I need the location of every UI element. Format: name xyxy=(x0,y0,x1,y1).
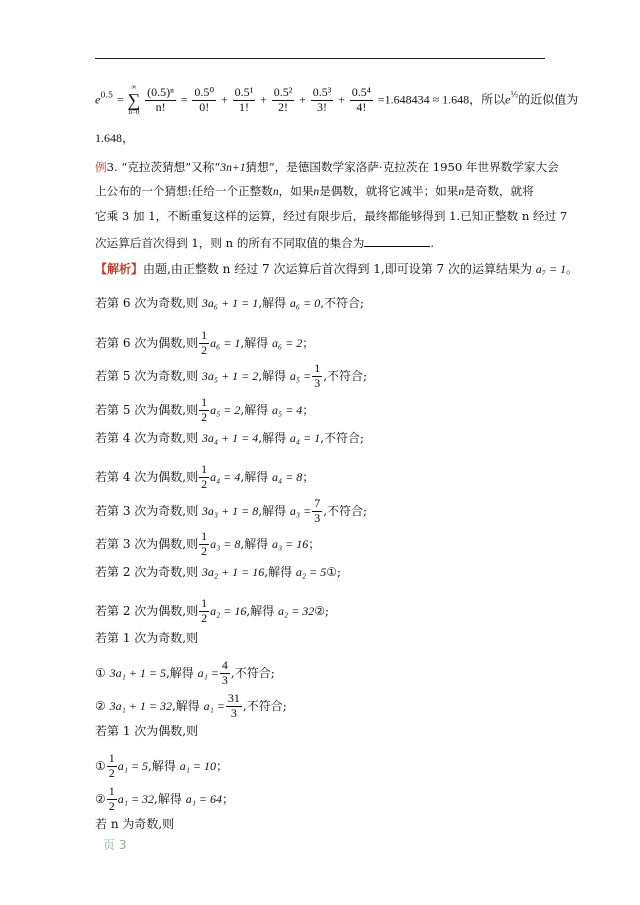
term-4 xyxy=(311,86,334,115)
frac-den: 2 xyxy=(201,543,208,558)
step-text: ,解得 xyxy=(258,503,290,518)
step-equation: 3a₆ + 1 = 1 xyxy=(201,296,259,310)
step-text: ,解得 xyxy=(258,368,290,383)
solution-step xyxy=(95,785,234,814)
example-text: 是奇数，就将 xyxy=(464,184,534,198)
frac-den: 2 xyxy=(201,610,208,625)
solution-intro xyxy=(95,263,578,275)
solution-text: 由题,由正整数 n 经过 7 次运算后首次得到 1,即可设第 7 次的运算结果为 xyxy=(143,262,536,276)
half-fraction xyxy=(199,329,209,358)
formula-line xyxy=(95,84,578,116)
term-0-num: (0.5)ⁿ xyxy=(147,84,174,99)
equals: = xyxy=(116,92,124,107)
step-text: ,不符合; xyxy=(323,503,368,518)
solution-tag: 【解析】 xyxy=(95,262,144,276)
step-text: ,解得 xyxy=(165,665,198,680)
frac-den: 2 xyxy=(201,409,208,424)
step-text: ； xyxy=(302,335,315,350)
result-fraction xyxy=(312,362,322,391)
step-text: ； xyxy=(308,536,321,551)
example-text: 是偶数，就将它减半；如果 xyxy=(319,184,459,198)
step-result: a₆ = 2 xyxy=(272,335,303,350)
step-text: 若第 2 次为奇数,则 xyxy=(95,565,202,579)
step-text: ,解得 xyxy=(258,431,290,445)
solution-step xyxy=(95,396,314,425)
term-0 xyxy=(145,86,176,115)
step-result: a₃ = 16 xyxy=(272,536,309,551)
formula-result: =1.648434 ≈ 1.648 xyxy=(377,92,470,107)
step-equation: 3a₄ + 1 = 4 xyxy=(201,431,259,445)
step-result: a₅ = xyxy=(289,368,312,383)
step-text: ,解得 xyxy=(240,469,273,484)
term-3-num: 0.5² xyxy=(273,84,293,99)
step-text: ,解得 xyxy=(240,402,273,417)
term-4-num: 0.5³ xyxy=(312,84,332,99)
step-text: ② xyxy=(95,698,110,713)
plus: + xyxy=(299,92,306,107)
step-text: ,解得 xyxy=(148,758,180,773)
step-equation: a₅ = 2 xyxy=(210,402,241,417)
step-result: a₂ = 5 xyxy=(295,565,327,579)
step-equation: a₆ = 1 xyxy=(210,335,241,350)
step-text: 若第 4 次为偶数,则 xyxy=(95,469,199,484)
step-text: ； xyxy=(302,469,315,484)
example-var: n xyxy=(458,185,465,198)
step-result: a₃ = xyxy=(289,503,312,518)
step-equation: a₁ = 32 xyxy=(117,791,155,806)
frac-den: 3 xyxy=(314,375,321,390)
step-text: ,解得 xyxy=(154,791,186,806)
step-text: 若第 3 次为偶数,则 xyxy=(95,536,199,551)
formula-continuation: 1.648， xyxy=(95,131,135,145)
plus: + xyxy=(260,92,267,107)
frac-num: 4 xyxy=(221,658,228,672)
example-label: 例 xyxy=(95,160,107,174)
frac-den: 3 xyxy=(314,510,321,525)
step-equation: a₄ = 4 xyxy=(210,469,241,484)
step-equation: 3a₅ + 1 = 2 xyxy=(201,368,259,383)
step-text: 若第 3 次为奇数,则 xyxy=(95,503,202,518)
solution-step xyxy=(95,659,275,688)
solution-step xyxy=(95,530,320,559)
step-text: ② xyxy=(95,791,106,806)
half-fraction xyxy=(107,752,117,781)
step-text: 若第 5 次为奇数,则 xyxy=(95,368,202,383)
example-text: . xyxy=(430,236,435,250)
half-fraction xyxy=(199,463,209,492)
solution-step xyxy=(95,432,364,444)
solution-step xyxy=(95,297,364,309)
term-3 xyxy=(272,86,295,115)
step-result: a₁ = 64 xyxy=(185,791,222,806)
sigma: ∑ xyxy=(127,90,141,110)
step-equation: a₁ = 5 xyxy=(117,758,149,773)
example-math: 3n+1 xyxy=(220,161,246,174)
sum-symbol xyxy=(128,84,141,116)
term-4-den: 3! xyxy=(317,99,328,114)
step-text: ① xyxy=(95,758,106,773)
solution-step xyxy=(95,497,367,526)
e2-exponent: ½ xyxy=(510,90,519,100)
solution-step xyxy=(95,566,341,578)
frac-num: 1 xyxy=(201,328,208,342)
formula-tail-pre: ，所以 xyxy=(469,92,506,107)
solution-text: 。 xyxy=(566,262,579,276)
step-text: ,不符合; xyxy=(230,665,275,680)
sum-lower: n=0 xyxy=(128,108,140,116)
step-equation: 3a₁ + 1 = 32 xyxy=(109,698,172,713)
step-text: 若第 2 次为偶数,则 xyxy=(95,603,199,618)
example-var: n xyxy=(313,185,320,198)
example-text: ，如果 xyxy=(278,184,314,198)
step-text: ②; xyxy=(314,603,330,618)
e2-base: e xyxy=(505,92,511,107)
step-text: ,不符合; xyxy=(320,431,365,445)
term-3-den: 2! xyxy=(277,99,288,114)
term-2-den: 1! xyxy=(238,99,249,114)
step-text: ,解得 xyxy=(258,296,290,310)
frac-num: 7 xyxy=(314,496,321,510)
term-1 xyxy=(192,86,216,115)
step-text: ； xyxy=(215,758,228,773)
solution-step xyxy=(95,329,314,358)
frac-num: 1 xyxy=(108,751,115,765)
solution-step xyxy=(95,463,314,492)
frac-num: 1 xyxy=(108,784,115,798)
frac-num: 1 xyxy=(201,596,208,610)
step-text: 若第 5 次为偶数,则 xyxy=(95,402,199,417)
example-text: 3. “克拉茨猜想”又称“ xyxy=(106,160,221,174)
step-text: ,不符合; xyxy=(320,296,365,310)
frac-num: 1 xyxy=(201,395,208,409)
solution-step xyxy=(95,362,367,391)
step-result: a₄ = 8 xyxy=(272,469,303,484)
half-fraction xyxy=(199,597,209,626)
step-text: ,不符合; xyxy=(323,368,368,383)
frac-den: 3 xyxy=(221,672,228,687)
e-base: e xyxy=(95,92,101,107)
frac-den: 2 xyxy=(108,798,115,813)
step-result: a₁ = xyxy=(203,698,225,713)
example-line-2 xyxy=(95,186,534,198)
solution-math: a₇ = 1 xyxy=(535,262,567,276)
frac-den: 2 xyxy=(201,476,208,491)
frac-num: 1 xyxy=(201,462,208,476)
plus: + xyxy=(338,92,345,107)
step-result: a₄ = 1 xyxy=(289,431,321,445)
solution-step: 若第 1 次为偶数,则 xyxy=(95,724,199,738)
frac-den: 3 xyxy=(230,705,237,720)
term-0-den: n! xyxy=(155,99,166,114)
half-fraction xyxy=(199,530,209,559)
step-result: a₁ = 10 xyxy=(179,758,216,773)
step-text: ,解得 xyxy=(246,603,279,618)
step-text: ,解得 xyxy=(240,335,273,350)
example-text: 猜想”，是德国数学家洛萨·克拉茨在 1950 年世界数学家大会 xyxy=(245,160,559,174)
frac-num: 1 xyxy=(201,529,208,543)
step-text: 若第 6 次为奇数,则 xyxy=(95,296,202,310)
half-fraction xyxy=(107,785,117,814)
step-result: a₁ = xyxy=(197,665,219,680)
solution-step xyxy=(95,597,329,626)
example-text: 上公布的一个猜想:任给一个正整数 xyxy=(95,184,273,198)
solution-step xyxy=(95,692,287,721)
term-5 xyxy=(350,86,373,115)
sum-upper: ∞ xyxy=(131,83,137,91)
step-result: a₅ = 4 xyxy=(272,402,303,417)
step-text: ,不符合; xyxy=(242,698,287,713)
half-fraction xyxy=(199,396,209,425)
step-text: ①; xyxy=(326,565,342,579)
page-number: 页 3 xyxy=(103,838,127,852)
step-text: 若第 6 次为偶数,则 xyxy=(95,335,199,350)
result-fraction xyxy=(312,497,322,526)
step-equation: 3a₁ + 1 = 5 xyxy=(109,665,166,680)
frac-num: 1 xyxy=(314,361,321,375)
example-line-4 xyxy=(95,236,434,250)
result-fraction xyxy=(226,692,242,721)
step-text: ① xyxy=(95,665,110,680)
term-2 xyxy=(233,86,256,115)
step-equation: a₃ = 8 xyxy=(210,536,241,551)
example-line-1 xyxy=(95,162,559,174)
step-result: a₂ = 32 xyxy=(278,603,315,618)
term-5-num: 0.5⁴ xyxy=(351,84,371,99)
frac-den: 2 xyxy=(201,342,208,357)
formula-tail-post: 的近似值为 xyxy=(518,92,579,107)
solution-step: 若 n 为奇数,则 xyxy=(95,817,175,831)
step-text: 若第 4 次为奇数,则 xyxy=(95,431,202,445)
frac-den: 2 xyxy=(108,765,115,780)
plus: + xyxy=(221,92,228,107)
result-fraction xyxy=(220,659,230,688)
e-exponent: 0.5 xyxy=(100,90,114,100)
frac-num: 31 xyxy=(227,691,240,705)
example-line-3: 它乘 3 加 1，不断重复这样的运算，经过有限步后，最终都能够得到 1.已知正整数 n 经过 7 xyxy=(95,209,568,223)
term-1-num: 0.5⁰ xyxy=(194,84,215,99)
solution-step xyxy=(95,752,228,781)
header-rule xyxy=(95,58,545,59)
step-equation: 3a₂ + 1 = 16 xyxy=(201,565,265,579)
step-result: a₆ = 0 xyxy=(289,296,321,310)
term-2-num: 0.5¹ xyxy=(234,84,254,99)
step-text: ,解得 xyxy=(264,565,296,579)
example-text: 次运算后首次得到 1，则 n 的所有不同取值的集合为 xyxy=(95,236,365,250)
solution-step: 若第 1 次为奇数,则 xyxy=(95,631,199,645)
step-equation: a₂ = 16 xyxy=(210,603,247,618)
example-var: n xyxy=(272,185,279,198)
step-text: ； xyxy=(302,402,315,417)
step-text: ； xyxy=(221,791,234,806)
step-text: ,解得 xyxy=(171,698,204,713)
step-text: ,解得 xyxy=(240,536,273,551)
term-1-den: 0! xyxy=(199,99,210,114)
answer-blank xyxy=(364,236,430,247)
equals: = xyxy=(180,92,188,107)
term-5-den: 4! xyxy=(356,99,367,114)
step-equation: 3a₃ + 1 = 8 xyxy=(201,503,259,518)
